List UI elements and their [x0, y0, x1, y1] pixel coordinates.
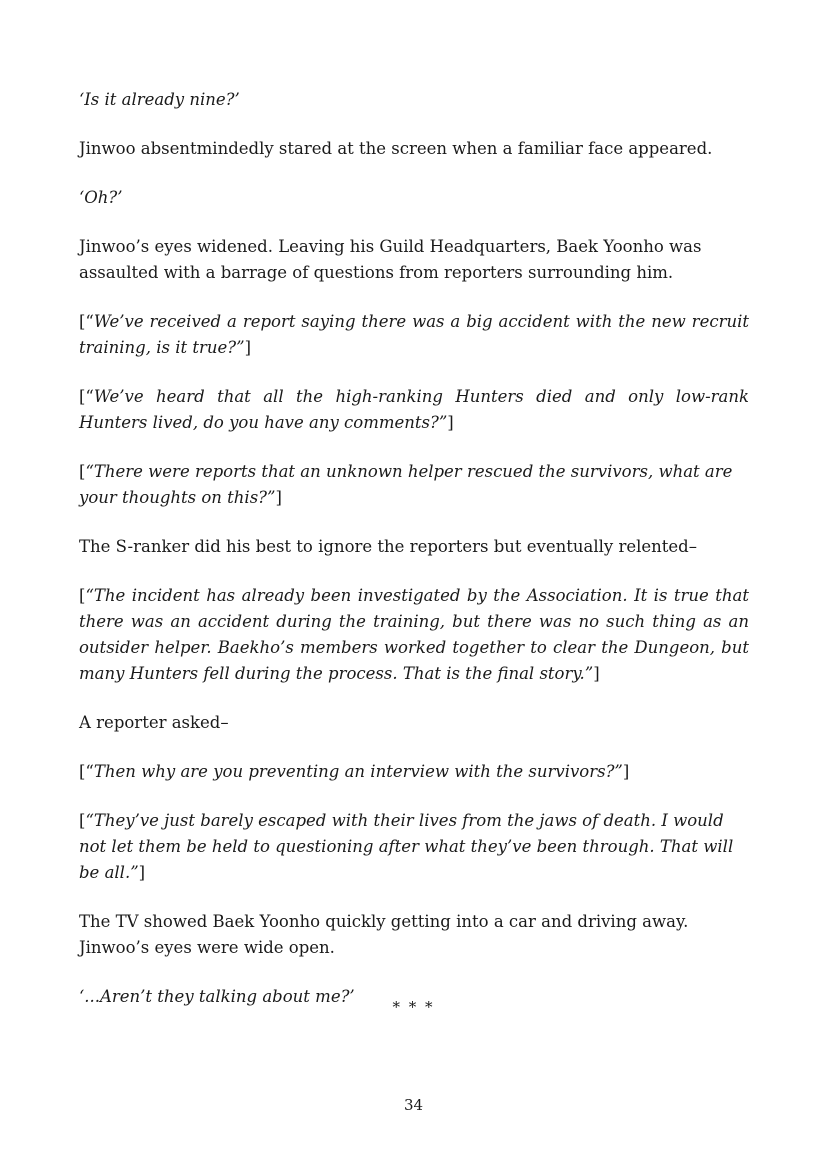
paragraph-3 — [79, 185, 749, 211]
quote-text: Then why are you preventing an interview with the survivors?” — [93, 762, 623, 781]
bracket-close: ] — [622, 762, 630, 781]
bracket-open: [“ — [79, 312, 94, 331]
paragraph-1 — [79, 87, 749, 113]
quote-text: “The incident has already been investigated by the Association. It is true that there was an accident during the training, but there was no such thing as an outsider helper. Baekho’s members worked together to clear the Dungeon, but many Hunters fell during the process. That is the final story.” — [79, 586, 749, 683]
bracket-close: ] — [275, 488, 282, 507]
bracket-open: [ — [79, 811, 86, 830]
paragraph-13 — [79, 909, 749, 961]
paragraph-10 — [79, 710, 749, 736]
scene-separator: * * * — [392, 998, 435, 1016]
bracket-close: ] — [244, 338, 251, 357]
bracket-open: [“ — [79, 762, 94, 781]
paragraph-9 — [79, 583, 749, 687]
paragraph-5 — [79, 309, 749, 361]
paragraph-11 — [79, 759, 749, 785]
paragraph-4 — [79, 234, 749, 286]
bracket-close: ] — [593, 664, 600, 683]
bracket-close: ] — [447, 413, 454, 432]
paragraph-text: The TV showed Baek Yoonho quickly getting into a car and driving away. Jinwoo’s eyes were wide open. — [79, 912, 689, 957]
bracket-close: ] — [138, 863, 146, 882]
paragraph-6 — [79, 384, 749, 436]
quote-text: We’ve heard that all the high-ranking Hunters died and only low-rank Hunters lived, do you have any comments?” — [79, 387, 749, 432]
paragraph-text: A reporter asked– — [79, 713, 229, 732]
paragraph-text: ‘...Aren’t they talking about me?’ — [79, 987, 355, 1006]
paragraph-text: The S-ranker did his best to ignore the reporters but eventually relented– — [79, 537, 697, 556]
paragraph-text: Jinwoo absentmindedly stared at the screen when a familiar face appeared. — [79, 139, 713, 158]
paragraph-text: Jinwoo’s eyes widened. Leaving his Guild Headquarters, Baek Yoonho was assaulted with a barrage of questions from reporters surrounding him. — [79, 237, 702, 282]
bracket-open: [ — [79, 462, 86, 481]
quote-text: We’ve received a report saying there was a big accident with the new recruit training, is it true?” — [79, 312, 749, 357]
page-body — [79, 87, 749, 1033]
paragraph-7 — [79, 459, 749, 511]
bracket-open: [“ — [79, 387, 94, 406]
paragraph-text: ‘Oh?’ — [79, 188, 123, 207]
paragraph-text: ‘Is it already nine?’ — [79, 90, 240, 109]
paragraph-12 — [79, 808, 749, 886]
bracket-open: [ — [79, 586, 86, 605]
quote-text: “There were reports that an unknown helper rescued the survivors, what are your thoughts on this?” — [79, 462, 733, 507]
paragraph-2 — [79, 136, 749, 162]
quote-text: “They’ve just barely escaped with their lives from the jaws of death. I would not let them be held to questioning after what they’ve been through. That will be all.” — [79, 811, 734, 882]
page-number: 34 — [403, 1096, 424, 1114]
paragraph-8 — [79, 534, 749, 560]
